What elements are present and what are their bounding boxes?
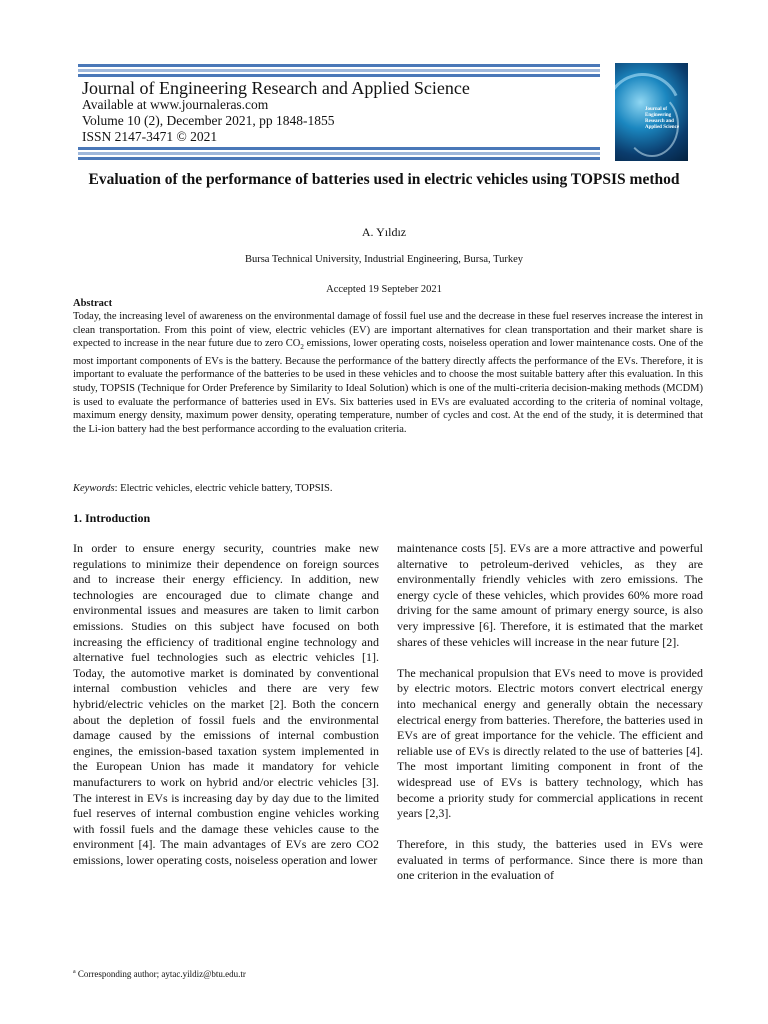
abstract-heading: Abstract [73,298,113,309]
paper-affiliation: Bursa Technical University, Industrial Engineering, Bursa, Turkey [244,254,524,265]
paper-title: Evaluation of the performance of batteries used in electric vehicles using TOPSIS method [88,171,680,188]
keywords-list: : Electric vehicles, electric vehicle battery, TOPSIS. [114,483,333,494]
journal-issn: ISSN 2147-3471 © 2021 [82,129,218,144]
paragraph: In order to ensure energy security, countries make new regulations to minimize their dependence on foreign sources and to increase their energy efficiency. In addition, new technologies are encouraged due to climate change and environmental issues and measures are taken to limit carbon emissions. Studies on this subject have focused on both increasing the efficiency of traditional engine technology and alternative fuel technologies such as electric vehicles [1]. Today, the automotive market is dominated by conventional internal combustion vehicles and there are very few hybrid/electric vehicles on the market [2]. Both the concern about the depletion of fossil fuels and the environmental damage caused by the emissions of internal combustion engines, the emission-based taxation system implemented in the European Union has made it mandatory for vehicle manufacturers to work on hybrid and/or electric vehicles [3]. The interest in EVs is increasing day by day due to the limited fuel reserves of internal combustion engine vehicles working with fossil fuels and the damage these vehicles cause to the environment [4]. The main advantages of EVs are zero CO2 emissions, lower operating costs, noiseless operation and lower [73,541,379,867]
journal-website: Available at www.journaleras.com [82,97,269,112]
journal-volume: Volume 10 (2), December 2021, pp 1848-1855 [82,113,335,128]
journal-cover-image [615,63,688,161]
accepted-date: Accepted 19 Septeber 2021 [326,284,442,295]
keywords [73,483,333,494]
keywords-label: Keywords [73,483,115,494]
paragraph: The mechanical propulsion that EVs need to move is provided by electric motors. Electric motors convert electrical energy into mechanical energy and generally obtain the necessary electrical energy from batteries. Therefore, the batteries used in EVs are of great importance for the vehicle. The efficient and reliable use of EVs is directly related to the use of batteries [4]. The most important limiting component in front of the widespread use of EVs is battery technology, which has become a priority study for commercial applications in recent years [2,3]. [397,665,703,821]
paragraph: Therefore, in this study, the batteries used in EVs were evaluated in terms of performance. Since there is more than one criterion in the evaluation of [397,837,703,883]
right-column [397,541,703,900]
left-column [73,541,379,884]
abstract-text: Today, the increasing level of awareness on the environmental damage of fossil fuel use and the decrease in these fuel reserves increase the interest in clean transportation. From this point of view, electric vehicles (EV) are important alternatives for clean transportation and their market share is expected to increase in the near future due to zero $CO_2$ emissions, lower operating costs, noiseless operation and lower maintenance costs. One of the most important components of EVs is the battery. Because the performance of the battery directly affects the performance of the EVs. Therefore, it is important to evaluate the performance of the batteries to be used in these vehicles and to choose the most suitable battery after this evaluation. In this study, TOPSIS (Technique for Order Preference by Similarity to Ideal Solution) which is one of the multi-criteria decision-making methods (MCDM) is used to evaluate the performance of batteries used in EVs. Six batteries used in EVs are evaluated according to the criteria of nominal voltage, maximum energy density, maximum power density, operating temperature, number of cycles and cost. At the end of the study, it is determined that the Li-ion battery had the best performance according to the evaluation criteria. [73,311,704,435]
header-top-rule [78,64,600,79]
paragraph: maintenance costs [5]. EVs are a more attractive and powerful alternative to petroleum-derived vehicles, as they are environmentally friendly vehicles with zero emissions. The energy cycle of these vehicles, which provides 60% more road driving for the same amount of primary energy source, is also very impressive [6]. Therefore, it is estimated that the market shares of these vehicles will increase in the near future [2]. [397,541,703,649]
journal-title: Journal of Engineering Research and Applied Science [82,78,470,98]
corresponding-author-footnote: $^a$ Corresponding author; aytac.yildiz@btu.edu.tr [73,969,246,979]
header-bottom-rule [78,147,600,162]
journal-cover-title: Journal of Engineering Research and Applied Science [645,107,680,130]
paper-author: A. Yıldız [361,225,407,239]
section-heading-introduction: 1. Introduction [73,511,151,525]
